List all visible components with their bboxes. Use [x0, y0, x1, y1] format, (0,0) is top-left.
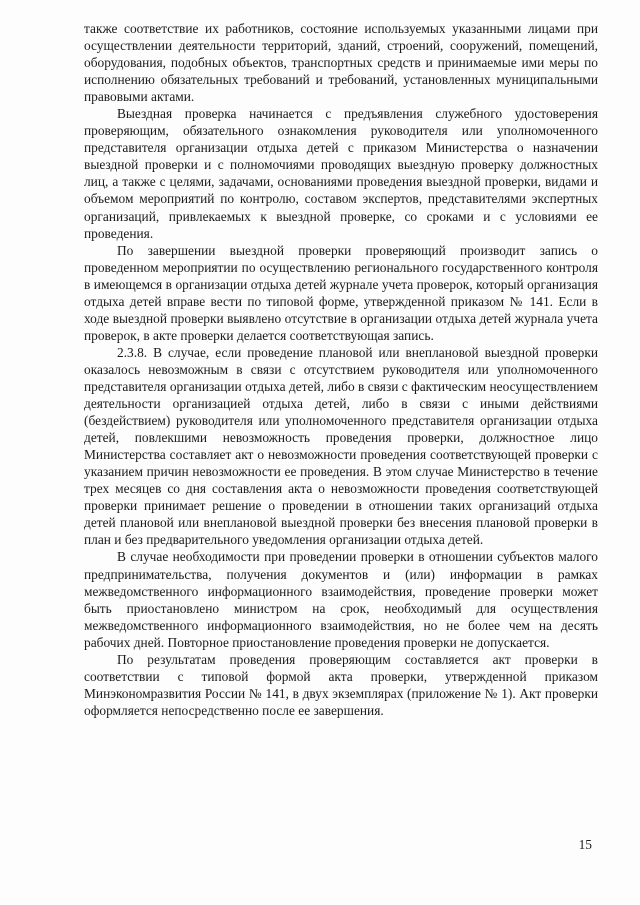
paragraph-inspection-suspension: В случае необходимости при проведении проверки в отношении субъектов малого предпринимательства, получения документов и (или) информации в рамках межведомственного информационного взаимодействия, проведение проверки может быть приостановлено министром на срок, необходимый для осуществления межведомственного информационного взаимодействия, но не более чем на десять рабочих дней. Повторное приостановление проведения проверки не допускается. — [84, 549, 598, 650]
paragraph-on-site-inspection-start: Выездная проверка начинается с предъявления служебного удостоверения проверяющим, обязательного ознакомления руководителя или уполномоченного представителя организации отдыха детей с приказом Министерства о назначении выездной проверки и с полномочиями проводящих выездную проверку должностных лиц, а также с целями, задачами, основаниями проведения выездной проверки, видами и объемом мероприятий по контролю, составом экспертов, представителями экспертных организаций, привлекаемых к выездной проверке, со сроками и с условиями ее проведения. — [84, 106, 598, 241]
document-body — [84, 20, 598, 719]
paragraph-continuation: также соответствие их работников, состояние используемых указанными лицами при осуществлении деятельности территорий, зданий, строений, сооружений, помещений, оборудования, подобных объектов, транспортных средств и принимаемые ими меры по исполнению обязательных требований и требований, установленных муниципальными правовыми актами. — [84, 21, 598, 105]
paragraph-inspection-act: По результатам проведения проверяющим составляется акт проверки в соответствии с типовой формой акта проверки, утвержденной приказом Минэкономразвития России № 141, в двух экземплярах (приложение № 1). Акт проверки оформляется непосредственно после ее завершения. — [84, 651, 598, 718]
paragraph-inspection-log-entry: По завершении выездной проверки проверяющий производит запись о проведенном мероприятии по осуществлению регионального государственного контроля в имеющемся в организации отдыха детей журнале учета проверок, который организация отдыха детей вправе вести по типовой форме, утвержденной приказом № 141. Если в ходе выездной проверки выявлено отсутствие в организации отдыха детей журнала учета проверок, в акте проверки делается соответствующая запись. — [84, 242, 598, 343]
paragraph-2-3-8-impossibility-act: 2.3.8. В случае, если проведение плановой или внеплановой выездной проверки оказалось невозможным в связи с отсутствием руководителя или уполномоченного представителя организации отдыха детей, либо в связи с фактическим неосуществлением деятельности организацией отдыха детей, либо в связи с иными действиями (бездействием) руководителя или уполномоченного представителя организации отдыха детей, повлекшими невозможность проведения проверки, должностное лицо Министерства составляет акт о невозможности проведения соответствующей проверки с указанием причин невозможности ее проведения. В этом случае Министерство в течение трех месяцев со дня составления акта о невозможности проведения соответствующей проверки принимает решение о проведении в отношении таких организаций отдыха детей плановой или внеплановой выездной проверки без внесения плановой проверки в план и без предварительного уведомления организации отдыха детей. — [84, 344, 598, 548]
page-number: 15 — [578, 837, 592, 852]
